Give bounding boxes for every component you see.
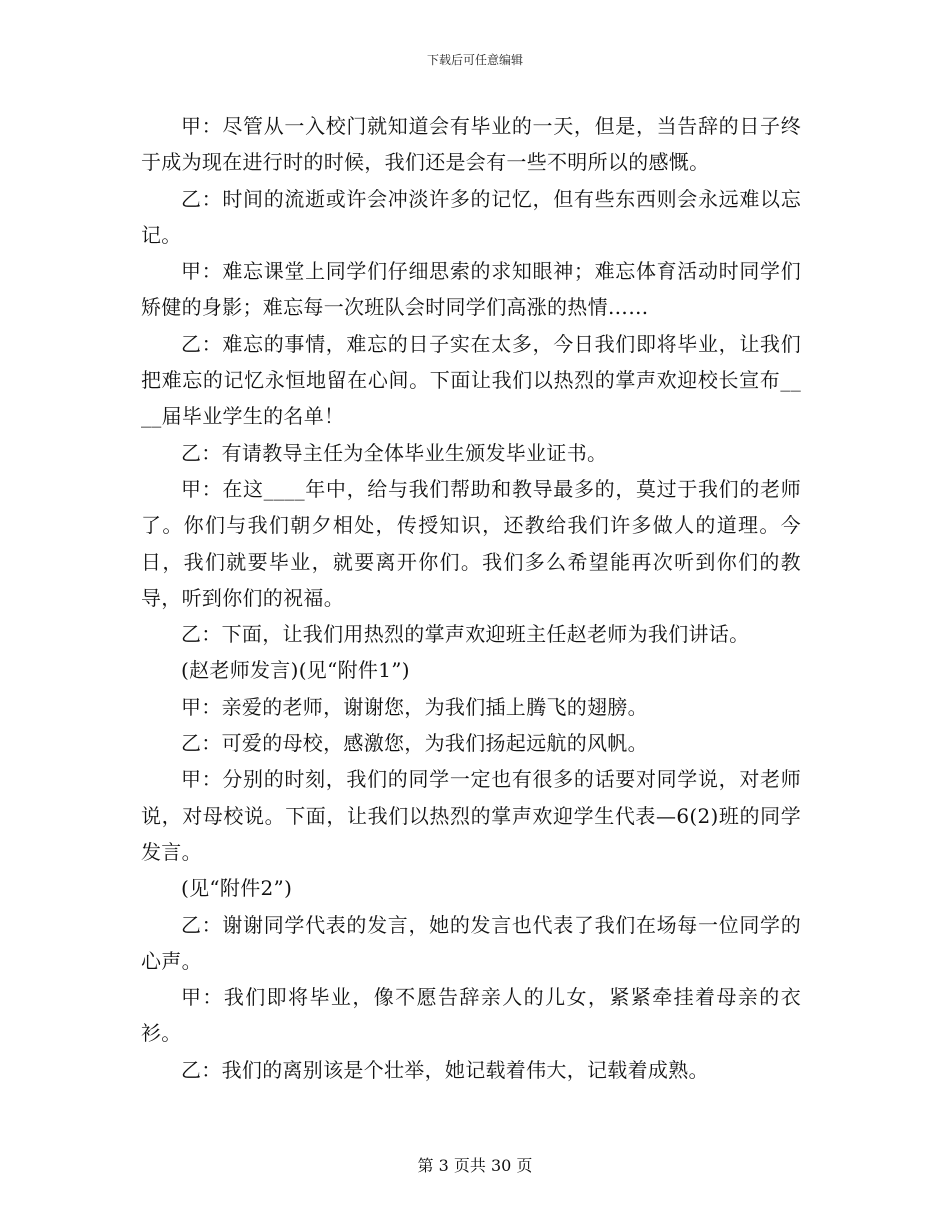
- paragraph: (赵老师发言)(见“附件1”): [181, 658, 410, 683]
- paragraph: (见“附件2”): [181, 876, 293, 901]
- paragraph: 甲：在这____年中，给与我们帮助和教导最多的，莫过于我们的老师了。你们与我们朝夕相处，传授知识，还教给我们许多做人的道理。今日，我们就要毕业，就要离开你们。我们多么希望能再次听到你们的教导，听到你们的祝福。: [141, 476, 801, 610]
- paragraph: 甲：我们即将毕业，像不愿告辞亲人的儿女，紧紧牵挂着母亲的衣衫。: [141, 985, 801, 1046]
- paragraph: 甲：亲爱的老师，谢谢您，为我们插上腾飞的翅膀。: [181, 694, 648, 719]
- page-footer: 第 3 页共 30 页: [417, 1156, 533, 1175]
- paragraph: 乙：有请教导主任为全体毕业生颁发毕业证书。: [181, 440, 608, 465]
- paragraph: 甲：难忘课堂上同学们仔细思索的求知眼神；难忘体育活动时同学们矫健的身影；难忘每一次班队会时同学们高涨的热情……: [141, 259, 801, 320]
- paragraph: 乙：难忘的事情，难忘的日子实在太多，今日我们即将毕业，让我们把难忘的记忆永恒地留在心间。下面让我们以热烈的掌声欢迎校长宣布____届毕业学生的名单！: [141, 331, 801, 429]
- paragraph: 乙：时间的流逝或许会冲淡许多的记忆，但有些东西则会永远难以忘记。: [141, 186, 801, 247]
- document-body: [141, 108, 801, 1088]
- paragraph: 乙：谢谢同学代表的发言，她的发言也代表了我们在场每一位同学的心声。: [141, 912, 801, 973]
- page-header: 下载后可任意编辑: [426, 53, 523, 67]
- paragraph: 甲：分别的时刻，我们的同学一定也有很多的话要对同学说，对老师说，对母校说。下面，让我们以热烈的掌声欢迎学生代表—6(2)班的同学发言。: [141, 767, 801, 864]
- paragraph: 乙：我们的离别该是个壮举，她记载着伟大，记载着成熟。: [181, 1057, 709, 1082]
- paragraph: 甲：尽管从一入校门就知道会有毕业的一天，但是，当告辞的日子终于成为现在进行时的时候，我们还是会有一些不明所以的感慨。: [141, 114, 801, 175]
- paragraph: 乙：下面，让我们用热烈的掌声欢迎班主任赵老师为我们讲话。: [181, 622, 750, 647]
- paragraph: 乙：可爱的母校，感激您，为我们扬起远航的风帆。: [181, 731, 648, 756]
